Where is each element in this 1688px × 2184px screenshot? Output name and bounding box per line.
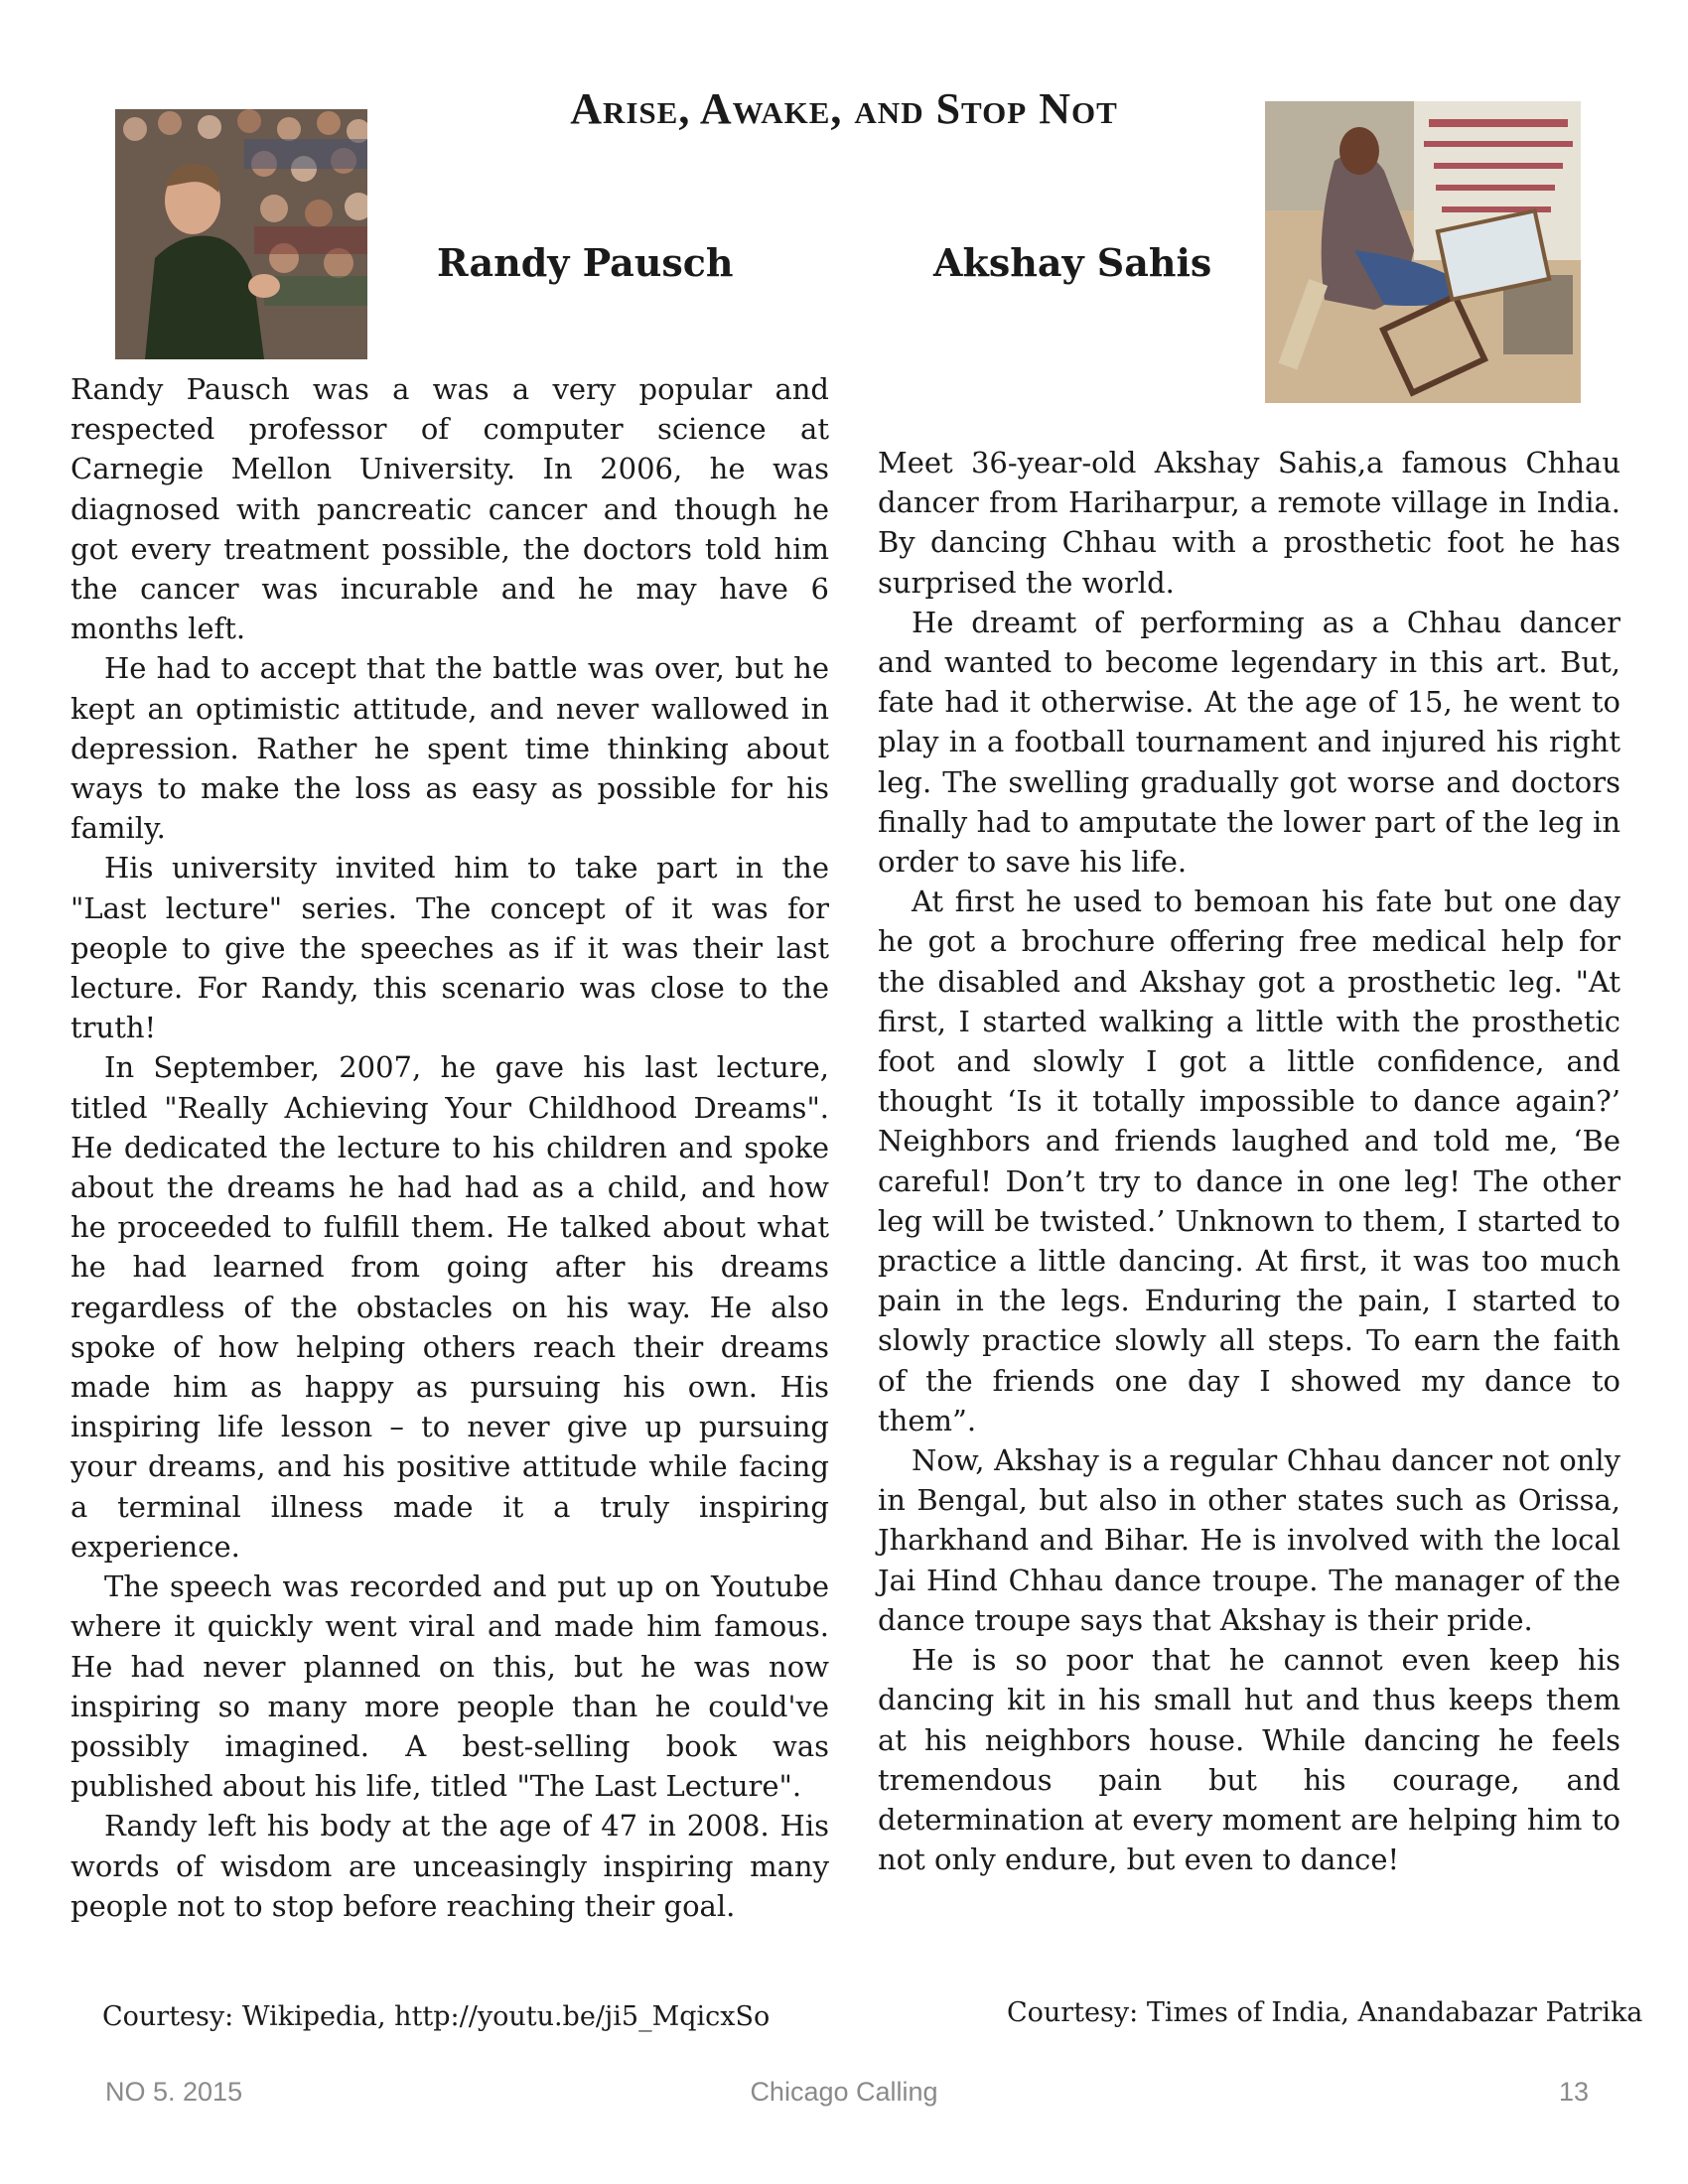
paragraph: Now, Akshay is a regular Chhau dancer not only in Bengal, but also in other states such as Orissa, Jharkhand and Bihar. He is involved with the local Jai Hind Chhau dance troupe. The manager of the dance troupe says that Akshay is their pride. [878,1443,1620,1637]
akshay-sahis-courtesy: Courtesy: Times of India, Anandabazar Patrika [1007,1997,1643,2028]
randy-pausch-article [70,369,829,1926]
paragraph: Randy Pausch was a was a very popular and respected professor of computer science at Carnegie Mellon University. In 2006, he was diagnosed with pancreatic cancer and though he got every treatment possible, the doctors told him the cancer was incurable and he may have 6 months left. [70,372,829,646]
akshay-sahis-article [878,443,1620,1879]
paragraph: He had to accept that the battle was over, but he kept an optimistic attitude, and never wallowed in depression. Rather he spent time thinking about ways to make the loss as easy as possible for his family. [70,651,829,846]
randy-pausch-name: Randy Pausch [437,240,734,285]
paragraph: Meet 36-year-old Akshay Sahis,a famous Chhau dancer from Hariharpur, a remote village in India. By dancing Chhau with a prosthetic foot he has surprised the world. [878,446,1620,600]
footer-publication: Chicago Calling [750,2077,938,2107]
paragraph: In September, 2007, he gave his last lecture, titled "Really Achieving Your Childhood Dreams". He dedicated the lecture to his children and spoke about the dreams he had had as a child, and how he proceeded to fulfill them. He talked about what he had learned from going after his dreams regardless of the obstacles on his way. He also spoke of how helping others reach their dreams made him as happy as pursuing his own. His inspiring life lesson – to never give up pursuing your dreams, and his positive attitude while facing a terminal illness made it a truly inspiring experience. [70,1050,829,1564]
akshay-sahis-photo [1265,101,1581,403]
paragraph: He is so poor that he cannot even keep his dancing kit in his small hut and thus keeps them at his neighbors house. While dancing he feels tremendous pain but his courage, and determination at every moment are helping him to not only endure, but even to dance! [878,1643,1620,1877]
paragraph: The speech was recorded and put up on Youtube where it quickly went viral and made him famous. He had never planned on this, but he was now inspiring so many more people than he could've possibly imagined. A best-selling book was published about his life, titled "The Last Lecture". [70,1570,829,1804]
paragraph: At first he used to bemoan his fate but one day he got a brochure offering free medical help for the disabled and Akshay got a prosthetic leg. "At first, I started walking a little with the prosthetic foot and slowly I got a little confidence, and thought ‘Is it totally impossible to dance again?’ Neighbors and friends laughed and told me, ‘Be careful! Don’t try to dance in one leg! The other leg will be twisted.’ Unknown to them, I started to practice a little dancing. At first, it was too much pain in the legs. Enduring the pain, I started to slowly practice slowly all steps. To earn the faith of the friends one day I showed my dance to them”. [878,885,1620,1437]
paragraph: His university invited him to take part in the "Last lecture" series. The concept of it was for people to give the speeches as if it was their last lecture. For Randy, this scenario was close to the truth! [70,851,829,1045]
randy-pausch-photo [115,109,367,359]
paragraph: Randy left his body at the age of 47 in 2008. His words of wisdom are unceasingly inspiring many people not to stop before reaching their goal. [70,1809,829,1923]
paragraph: He dreamt of performing as a Chhau dancer and wanted to become legendary in this art. But, fate had it otherwise. At the age of 15, he went to play in a football tournament and injured his right leg. The swelling gradually got worse and doctors finally had to amputate the lower part of the leg in order to save his life. [878,605,1620,880]
footer-issue: NO 5. 2015 [105,2077,243,2107]
randy-pausch-courtesy: Courtesy: Wikipedia, http://youtu.be/ji5_MqicxSo [102,2001,771,2032]
akshay-sahis-name: Akshay Sahis [933,240,1212,285]
footer-page-number: 13 [1558,2077,1589,2107]
article-title: Arise, Awake, and Stop Not [570,84,1118,133]
